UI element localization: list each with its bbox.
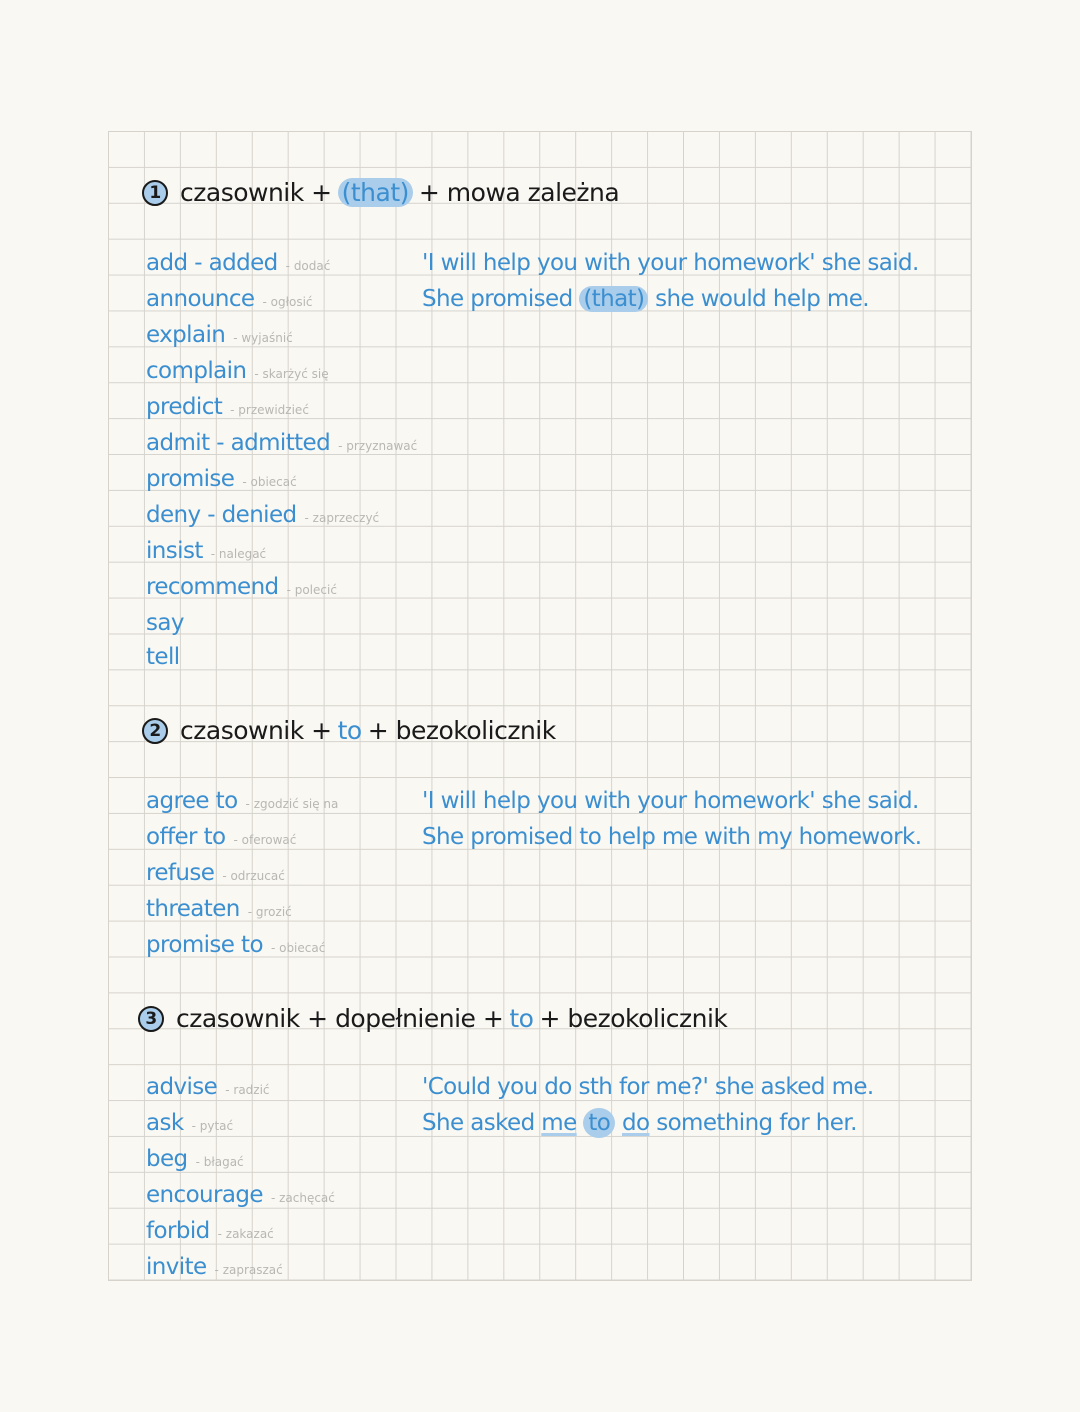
verb-item bbox=[146, 466, 297, 492]
verb-item bbox=[146, 1182, 335, 1208]
verb-item bbox=[146, 286, 313, 312]
verb-item bbox=[146, 896, 292, 922]
verb: beg bbox=[146, 1146, 188, 1172]
verb: promise to bbox=[146, 932, 263, 958]
heading-text: + mowa zależna bbox=[418, 178, 620, 207]
translation: - radzić bbox=[225, 1083, 270, 1097]
translation: - przyznawać bbox=[338, 439, 418, 453]
verb: recommend bbox=[146, 574, 279, 600]
heading-text: czasownik + bbox=[180, 716, 332, 745]
verb: agree to bbox=[146, 788, 238, 814]
translation: - zakazać bbox=[217, 1227, 274, 1241]
example-reported-speech bbox=[422, 1110, 857, 1136]
translation: - obiecać bbox=[242, 475, 297, 489]
verb: complain bbox=[146, 358, 247, 384]
example-direct-speech: 'Could you do sth for me?' she asked me. bbox=[422, 1074, 874, 1100]
verb: predict bbox=[146, 394, 223, 420]
translation: - przewidzieć bbox=[230, 403, 309, 417]
example-text: she would help me. bbox=[655, 286, 869, 312]
example-highlight: (that) bbox=[579, 286, 648, 312]
verb-item bbox=[146, 502, 379, 528]
verb-item bbox=[146, 644, 188, 670]
heading-highlight: to bbox=[337, 716, 362, 745]
translation: - wyjaśnić bbox=[233, 331, 293, 345]
heading-text: czasownik + bbox=[180, 178, 332, 207]
verb-item bbox=[146, 1254, 283, 1280]
verb-item bbox=[146, 860, 285, 886]
translation: - ogłosić bbox=[262, 295, 313, 309]
section-number-badge: 1 bbox=[142, 180, 168, 206]
example-direct-speech: 'I will help you with your homework' she said. bbox=[422, 788, 919, 814]
verb: threaten bbox=[146, 896, 240, 922]
verb-item bbox=[146, 394, 309, 420]
verb: announce bbox=[146, 286, 255, 312]
example-direct-speech: 'I will help you with your homework' she said. bbox=[422, 250, 919, 276]
verb: promise bbox=[146, 466, 235, 492]
verb: forbid bbox=[146, 1218, 210, 1244]
verb-item bbox=[146, 1146, 244, 1172]
verb-item bbox=[146, 358, 329, 384]
heading-text: + bezokolicznik bbox=[539, 1004, 728, 1033]
verb-item bbox=[146, 1074, 270, 1100]
section-2-heading bbox=[142, 716, 556, 745]
verb: offer to bbox=[146, 824, 226, 850]
heading-text: czasownik + dopełnienie + bbox=[176, 1004, 504, 1033]
section-3-heading bbox=[138, 1004, 727, 1033]
verb: invite bbox=[146, 1254, 207, 1280]
verb: ask bbox=[146, 1110, 184, 1136]
verb-item bbox=[146, 574, 337, 600]
translation: - zachęcać bbox=[270, 1191, 335, 1205]
verb: refuse bbox=[146, 860, 215, 886]
verb-item bbox=[146, 1218, 274, 1244]
translation: - dodać bbox=[285, 259, 331, 273]
translation: - pytać bbox=[191, 1119, 234, 1133]
heading-highlight: (that) bbox=[338, 178, 413, 207]
example-object: me bbox=[541, 1110, 577, 1136]
translation: - zaprzeczyć bbox=[304, 511, 380, 525]
verb: tell bbox=[146, 644, 180, 670]
verb: advise bbox=[146, 1074, 218, 1100]
verb: insist bbox=[146, 538, 203, 564]
translation: - odrzucać bbox=[222, 869, 285, 883]
section-number-badge: 3 bbox=[138, 1006, 164, 1032]
translation: - obiecać bbox=[270, 941, 326, 955]
example-text: She asked bbox=[422, 1110, 535, 1136]
verb-item bbox=[146, 932, 325, 958]
verb: deny - denied bbox=[146, 502, 297, 528]
translation: - błagać bbox=[195, 1155, 244, 1169]
example-highlight: to bbox=[583, 1108, 615, 1138]
verb-item bbox=[146, 788, 338, 814]
example-text: She promised bbox=[422, 286, 573, 312]
verb-item bbox=[146, 430, 417, 456]
verb-item bbox=[146, 824, 296, 850]
translation: - polecić bbox=[286, 583, 337, 597]
verb-item bbox=[146, 538, 266, 564]
translation: - nalegać bbox=[210, 547, 267, 561]
verb-item bbox=[146, 1110, 233, 1136]
translation: - oferować bbox=[233, 833, 297, 847]
verb: encourage bbox=[146, 1182, 263, 1208]
heading-highlight: to bbox=[509, 1004, 534, 1033]
verb: admit - admitted bbox=[146, 430, 331, 456]
verb: explain bbox=[146, 322, 226, 348]
example-reported-speech: She promised to help me with my homework. bbox=[422, 824, 922, 850]
translation: - grozić bbox=[247, 905, 292, 919]
example-text: something for her. bbox=[656, 1110, 857, 1136]
verb: say bbox=[146, 610, 184, 636]
verb-item bbox=[146, 322, 293, 348]
verb-item bbox=[146, 610, 192, 636]
translation: - zapraszać bbox=[214, 1263, 283, 1277]
verb-item bbox=[146, 250, 330, 276]
example-reported-speech bbox=[422, 286, 869, 312]
section-number-badge: 2 bbox=[142, 718, 168, 744]
example-infinitive: do bbox=[621, 1110, 650, 1136]
verb: add - added bbox=[146, 250, 278, 276]
section-1-heading bbox=[142, 178, 619, 207]
translation: - skarżyć się bbox=[254, 367, 329, 381]
translation: - zgodzić się na bbox=[245, 797, 339, 811]
heading-text: + bezokolicznik bbox=[367, 716, 556, 745]
